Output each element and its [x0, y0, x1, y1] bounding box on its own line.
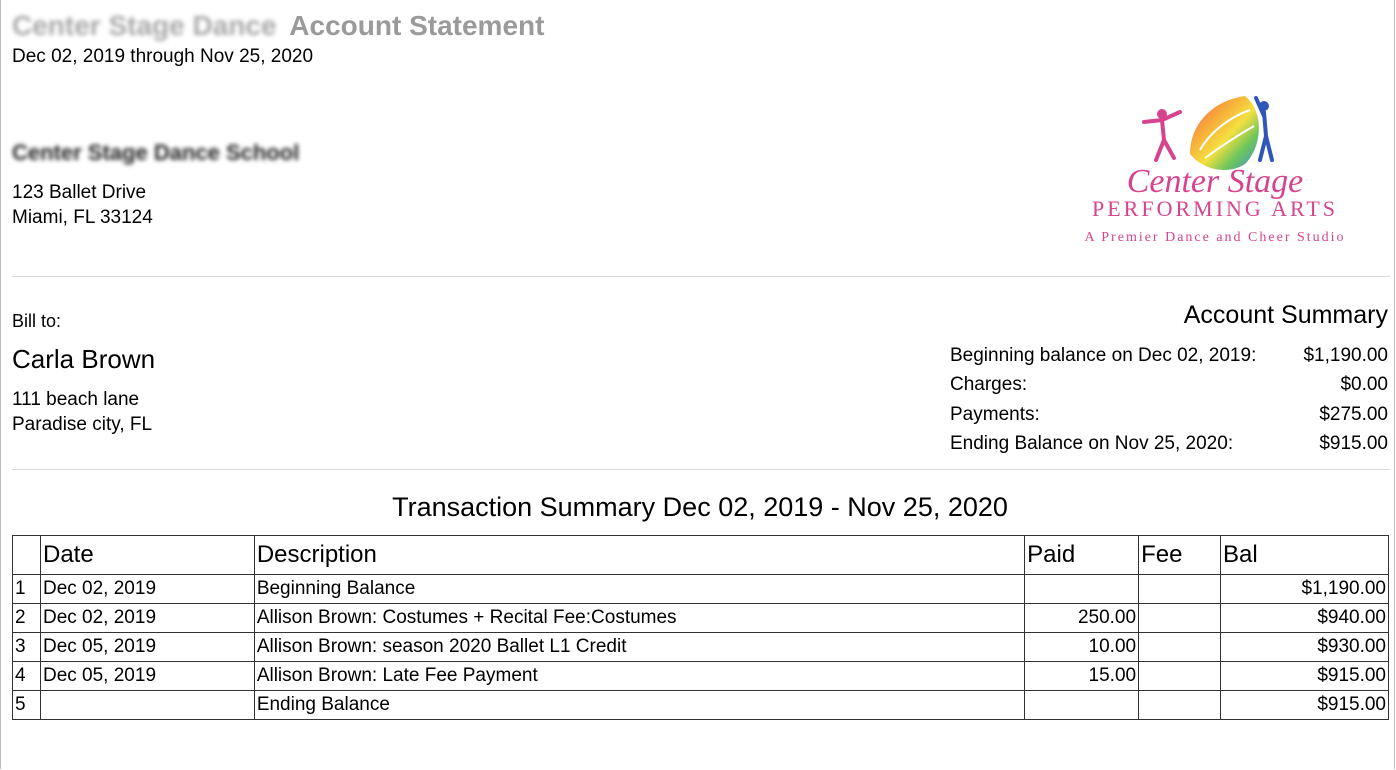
summary-row-beginning: [950, 343, 1388, 372]
bill-to-address-line1: 111 beach lane: [12, 389, 140, 410]
studio-address-line2: Miami, FL 33124: [12, 207, 153, 228]
row-date: Dec 05, 2019: [40, 633, 254, 662]
row-date: Dec 02, 2019: [40, 604, 254, 633]
account-summary: [950, 343, 1388, 460]
table-header-row: [13, 536, 1389, 575]
row-fee: [1139, 604, 1221, 633]
row-num: 5: [13, 691, 41, 720]
row-date: [40, 691, 254, 720]
bill-to-name: Carla Brown: [12, 344, 156, 374]
row-date: Dec 02, 2019: [40, 575, 254, 604]
logo-graphic: [1040, 92, 1390, 252]
row-bal: $915.00: [1221, 691, 1389, 720]
row-paid: 15.00: [1025, 662, 1139, 691]
bill-to-address: [12, 387, 152, 437]
statement-date-range: Dec 02, 2019 through Nov 25, 2020: [12, 46, 314, 67]
statement-header: [12, 10, 544, 42]
row-num: 1: [13, 575, 41, 604]
row-bal: $915.00: [1221, 662, 1389, 691]
table-row: [13, 662, 1389, 691]
row-fee: [1139, 691, 1221, 720]
column-header-date: Date: [40, 536, 254, 575]
column-header-num: [13, 536, 41, 575]
account-summary-title: Account Summary: [1183, 301, 1388, 329]
studio-logo: [1040, 92, 1390, 252]
row-fee: [1139, 633, 1221, 662]
studio-address-line1: 123 Ballet Drive: [12, 182, 147, 203]
summary-label: Payments:: [950, 403, 1040, 425]
transaction-table: [12, 535, 1389, 720]
bill-to-label: Bill to:: [12, 311, 62, 331]
row-description: Allison Brown: Costumes + Recital Fee:Costumes: [254, 604, 1024, 633]
summary-value: $275.00: [1319, 403, 1388, 425]
row-bal: $940.00: [1221, 604, 1389, 633]
row-fee: [1139, 575, 1221, 604]
row-description: Allison Brown: season 2020 Ballet L1 Credit: [254, 633, 1024, 662]
row-num: 2: [13, 604, 41, 633]
summary-row-payments: [950, 402, 1388, 431]
row-bal: $930.00: [1221, 633, 1389, 662]
bill-to-address-line2: Paradise city, FL: [12, 414, 153, 435]
summary-label: Charges:: [950, 374, 1028, 396]
row-description: Allison Brown: Late Fee Payment: [254, 662, 1024, 691]
row-description: Beginning Balance: [254, 575, 1024, 604]
logo-line2: PERFORMING ARTS: [1091, 196, 1339, 221]
row-num: 4: [13, 662, 41, 691]
summary-label: Beginning balance on Dec 02, 2019:: [950, 345, 1257, 366]
row-paid: [1025, 575, 1139, 604]
row-bal: $1,190.00: [1221, 575, 1389, 604]
column-header-paid: Paid: [1025, 536, 1139, 575]
summary-row-charges: [950, 372, 1388, 401]
org-name-redacted: Center Stage Dance: [12, 10, 277, 41]
summary-value: $1,190.00: [1303, 345, 1388, 366]
table-row: [13, 575, 1389, 604]
logo-tagline: A Premier Dance and Cheer Studio: [1084, 230, 1346, 245]
summary-value: $0.00: [1340, 374, 1388, 396]
row-paid: [1025, 691, 1139, 720]
divider-top: [12, 276, 1390, 277]
row-fee: [1139, 662, 1221, 691]
row-paid: 250.00: [1025, 604, 1139, 633]
row-paid: 10.00: [1025, 633, 1139, 662]
statement-title: Account Statement: [289, 10, 545, 41]
row-description: Ending Balance: [254, 691, 1024, 720]
column-header-bal: Bal: [1221, 536, 1389, 575]
table-row: [13, 633, 1389, 662]
summary-row-ending: [950, 431, 1388, 460]
studio-address: [12, 180, 153, 230]
row-num: 3: [13, 633, 41, 662]
column-header-fee: Fee: [1139, 536, 1221, 575]
table-row: [13, 691, 1389, 720]
column-header-description: Description: [254, 536, 1024, 575]
studio-name-redacted: Center Stage Dance School: [12, 140, 300, 165]
summary-label: Ending Balance on Nov 25, 2020:: [950, 432, 1234, 454]
logo-line1: Center Stage: [1126, 163, 1304, 200]
divider-middle: [12, 469, 1390, 470]
summary-value: $915.00: [1319, 432, 1388, 454]
transaction-summary-title: Transaction Summary Dec 02, 2019 - Nov 25, 2020: [392, 492, 1008, 522]
table-row: [13, 604, 1389, 633]
row-date: Dec 05, 2019: [40, 662, 254, 691]
